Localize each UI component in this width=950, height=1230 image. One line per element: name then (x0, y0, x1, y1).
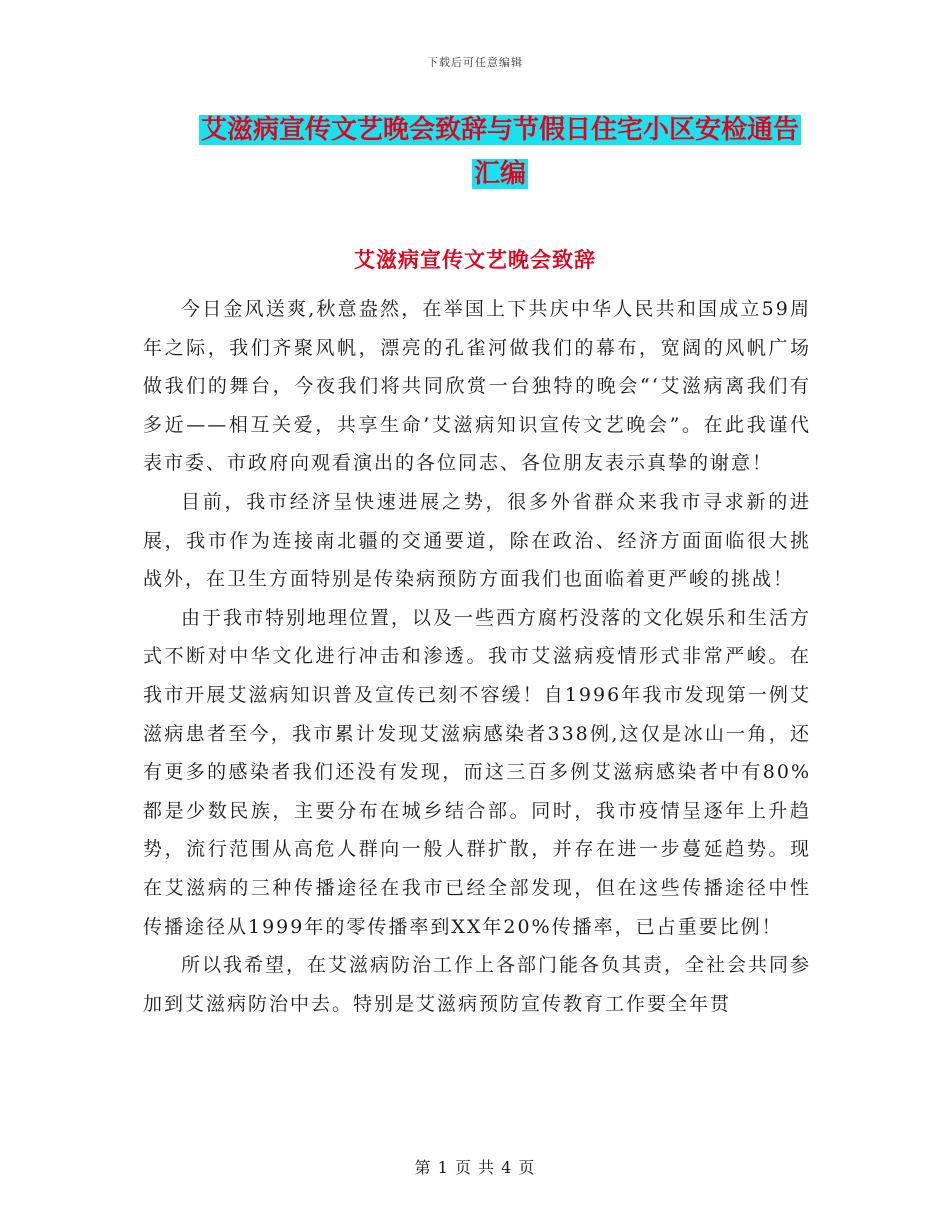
page-number-footer: 第 1 页 共 4 页 (414, 1158, 536, 1177)
document-body (143, 290, 811, 1023)
paragraph-1: 今日金风送爽,秋意盎然，在举国上下共庆中华人民共和国成立59周年之际，我们齐聚风帆，漂亮的孔雀河做我们的幕布，宽阔的风帆广场做我们的舞台，今夜我们将共同欣赏一台独特的晚会“‘艾滋病离我们有多近——相互关爱，共享生命’艾滋病知识宣传文艺晚会”。在此我谨代表市委、市政府向观看演出的各位同志、各位朋友表示真挚的谢意！ (143, 298, 811, 475)
document-title-line-2: 汇编 (473, 159, 526, 189)
section-title: 艾滋病宣传文艺晚会致辞 (354, 247, 596, 272)
document-title (120, 108, 880, 196)
paragraph-4: 所以我希望，在艾滋病防治工作上各部门能各负其责，全社会共同参加到艾滋病防治中去。特别是艾滋病预防宣传教育工作要全年贯 (143, 954, 812, 1015)
paragraph-3: 由于我市特别地理位置，以及一些西方腐朽没落的文化娱乐和生活方式不断对中华文化进行冲击和渗透。我市艾滋病疫情形式非常严峻。在我市开展艾滋病知识普及宣传已刻不容缓！自1996年我市发现第一例艾滋病患者至今，我市累计发现艾滋病感染者338例,这仅是冰山一角，还有更多的感染者我们还没有发现，而这三百多例艾滋病感染者中有80%都是少数民族，主要分布在城乡结合部。同时，我市疫情呈逐年上升趋势，流行范围从高危人群向一般人群扩散，并存在进一步蔓延趋势。现在艾滋病的三种传播途径在我市已经全部发现，但在这些传播途径中性传播途径从1999年的零传播率到XX年20%传播率，已占重要比例！ (143, 606, 812, 938)
paragraph-2: 目前，我市经济呈快速进展之势，很多外省群众来我市寻求新的进展，我市作为连接南北疆的交通要道，除在政治、经济方面面临很大挑战外，在卫生方面特别是传染病预防方面我们也面临着更严峻的挑战！ (143, 490, 811, 591)
document-title-line-1: 艾滋病宣传文艺晚会致辞与节假日住宅小区安检通告 (200, 115, 799, 145)
page-header-note: 下载后可任意编辑 (427, 56, 523, 69)
